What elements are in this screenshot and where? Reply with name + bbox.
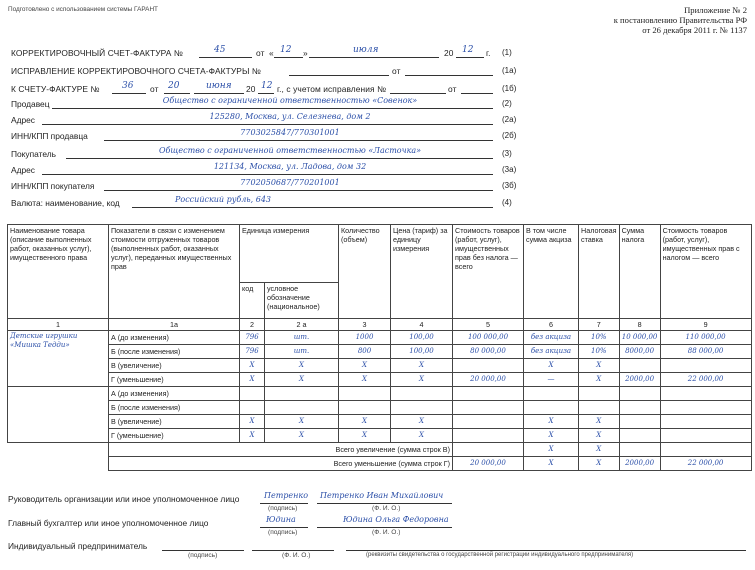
row-label: Г (уменьшение) <box>109 429 240 443</box>
party-value-5: 7702050687/770201001 <box>240 178 340 187</box>
party-label-6: Валюта: наименование, код <box>11 198 120 208</box>
row-cell: 10% <box>579 345 620 359</box>
row-cell <box>240 401 265 415</box>
row-cell <box>579 401 620 415</box>
party-code-1: (2а) <box>502 115 517 124</box>
row-label: В (увеличение) <box>109 359 240 373</box>
party-value-6: Российский рубль, 643 <box>175 195 272 204</box>
col-number-9: 8 <box>619 319 660 331</box>
row-cell: 2000,00 <box>619 373 660 387</box>
appendix-block <box>614 5 747 35</box>
party-value-0: Общество с ограниченной ответственностью «Совенок» <box>162 96 418 105</box>
row-cell <box>339 401 391 415</box>
row-cell: 100,00 <box>391 345 453 359</box>
corr-invoice-from: от <box>256 48 265 58</box>
col-number-1: 1а <box>109 319 240 331</box>
row-cell: 796 <box>240 345 265 359</box>
col-number-10: 9 <box>660 319 751 331</box>
row-cell: Х <box>265 359 339 373</box>
row-label: Г (уменьшение) <box>109 373 240 387</box>
row-cell: — <box>524 373 579 387</box>
party-code-5: (3б) <box>502 181 517 190</box>
to-invoice-number: 36 <box>122 81 134 91</box>
col-header-indicators: Показатели в связи с изменением стоимости отгруженных товаров (выполненных работ, оказанных услуг), переданных имущественных прав <box>109 225 240 319</box>
col-header-unit-code: код <box>240 283 265 319</box>
row-cell: Х <box>579 415 620 429</box>
row-cell: без акциза <box>524 331 579 345</box>
row-label: Б (после изменения) <box>109 401 240 415</box>
row-cell <box>265 401 339 415</box>
row-cell: Х <box>579 359 620 373</box>
accountant-label: Главный бухгалтер или иное уполномоченное лицо <box>8 518 209 528</box>
row-cell <box>619 401 660 415</box>
to-invoice-month: июня <box>206 81 232 91</box>
party-label-4: Адрес <box>11 165 35 175</box>
row-cell <box>453 387 524 401</box>
party-value-4: 121134, Москва, ул. Ладова, дом 32 <box>213 162 367 171</box>
to-invoice-label: К СЧЕТУ-ФАКТУРЕ № <box>11 84 100 94</box>
table-row <box>8 429 752 443</box>
entrepreneur-reg-caption: (реквизиты свидетельства о государственной регистрации индивидуального предпринимателя) <box>366 552 634 558</box>
table-row <box>8 359 752 373</box>
row-cell: 20 000,00 <box>453 373 524 387</box>
row-label: В (увеличение) <box>109 415 240 429</box>
col-header-price: Цена (тариф) за единицу измерения <box>391 225 453 319</box>
invoice-table <box>7 224 752 471</box>
party-value-1: 125280, Москва, ул. Селезнева, дом 2 <box>209 112 371 121</box>
row-cell: Х <box>265 415 339 429</box>
row-cell <box>453 415 524 429</box>
row-cell: Х <box>391 429 453 443</box>
row-cell <box>524 387 579 401</box>
row-cell: 10% <box>579 331 620 345</box>
col-number-4: 3 <box>339 319 391 331</box>
row-cell: 110 000,00 <box>660 331 751 345</box>
party-label-3: Покупатель <box>11 149 57 159</box>
row-cell <box>453 401 524 415</box>
row-cell: Х <box>391 415 453 429</box>
row-cell: Х <box>265 429 339 443</box>
col-header-name: Наименование товара (описание выполненных работ, оказанных услуг), имущественного права <box>8 225 109 319</box>
row-cell <box>660 401 751 415</box>
correction-label: ИСПРАВЛЕНИЕ КОРРЕКТИРОВОЧНОГО СЧЕТА-ФАКТУРЫ № <box>11 66 261 76</box>
party-code-2: (2б) <box>502 131 517 140</box>
party-value-2: 7703025847/770301001 <box>240 128 340 137</box>
row-cell: Х <box>339 415 391 429</box>
row-cell: Х <box>240 359 265 373</box>
total-increase-total <box>660 443 751 457</box>
row-cell <box>660 415 751 429</box>
row-cell: Х <box>240 415 265 429</box>
party-code-6: (4) <box>502 198 512 207</box>
row-cell <box>391 401 453 415</box>
col-number-0: 1 <box>8 319 109 331</box>
row-cell: Х <box>240 429 265 443</box>
row-cell: 100 000,00 <box>453 331 524 345</box>
row-cell <box>453 429 524 443</box>
party-label-2: ИНН/КПП продавца <box>11 131 88 141</box>
col-number-7: 6 <box>524 319 579 331</box>
total-increase-tax <box>619 443 660 457</box>
row-cell: без акциза <box>524 345 579 359</box>
row-cell: Х <box>579 429 620 443</box>
corr-invoice-label: КОРРЕКТИРОВОЧНЫЙ СЧЕТ-ФАКТУРА № <box>11 48 183 58</box>
row-cell: Х <box>391 359 453 373</box>
party-value-3: Общество с ограниченной ответственностью «Ласточка» <box>158 146 422 155</box>
source-note: Подготовлено с использованием системы ГАРАНТ <box>8 6 158 13</box>
total-decrease-total: 22 000,00 <box>660 457 751 471</box>
row-cell: 22 000,00 <box>660 373 751 387</box>
table-row <box>8 345 752 359</box>
row-cell: Х <box>391 373 453 387</box>
row-cell <box>660 429 751 443</box>
row-cell <box>660 387 751 401</box>
head-name: Петренко Иван Михайлович <box>320 491 444 500</box>
col-header-unit-name: условное обозначение (национальное) <box>265 283 339 319</box>
corr-invoice-year: 12 <box>462 45 474 55</box>
total-decrease-tax: 2000,00 <box>619 457 660 471</box>
row-cell <box>265 387 339 401</box>
row-cell <box>391 387 453 401</box>
row-cell <box>240 387 265 401</box>
row-cell <box>619 359 660 373</box>
row-cell <box>453 359 524 373</box>
row-cell: шт. <box>265 345 339 359</box>
table-row <box>8 331 752 345</box>
row-cell: Х <box>524 429 579 443</box>
corr-invoice-day: 12 <box>280 45 292 55</box>
row-cell: Х <box>265 373 339 387</box>
row-cell <box>524 401 579 415</box>
row-label: А (до изменения) <box>109 387 240 401</box>
row-cell: 8000,00 <box>619 345 660 359</box>
row-label: А (до изменения) <box>109 331 240 345</box>
item-name-cell: Детские игрушки «Мишка Тедди» <box>8 331 109 387</box>
row-label: Б (после изменения) <box>109 345 240 359</box>
party-label-5: ИНН/КПП покупателя <box>11 181 95 191</box>
row-cell: Х <box>339 359 391 373</box>
col-header-excise: В том числе сумма акциза <box>524 225 579 319</box>
row-cell <box>619 415 660 429</box>
row-cell: 80 000,00 <box>453 345 524 359</box>
corr-invoice-number: 45 <box>214 45 226 55</box>
row-cell: Х <box>579 373 620 387</box>
col-header-qty: Количество (объем) <box>339 225 391 319</box>
row-cell: 800 <box>339 345 391 359</box>
corr-invoice-month: июля <box>353 45 379 55</box>
appendix-line3: от 26 декабря 2011 г. № 1137 <box>642 25 747 35</box>
party-label-0: Продавец <box>11 99 50 109</box>
col-header-total: Стоимость товаров (работ, услуг), имущественных прав с налогом — всего <box>660 225 751 319</box>
total-decrease-cost: 20 000,00 <box>453 457 524 471</box>
col-header-unit: Единица измерения <box>240 225 339 283</box>
total-decrease-label: Всего уменьшение (сумма строк Г) <box>109 457 453 471</box>
table-row <box>8 387 752 401</box>
party-label-1: Адрес <box>11 115 35 125</box>
total-increase-rate: Х <box>579 443 620 457</box>
row-cell <box>579 387 620 401</box>
row-cell: Х <box>240 373 265 387</box>
row-cell <box>660 359 751 373</box>
row-cell: 100,00 <box>391 331 453 345</box>
to-invoice-year: 12 <box>261 81 273 91</box>
row-cell: шт. <box>265 331 339 345</box>
accountant-signature: Юдина <box>266 515 296 524</box>
head-label: Руководитель организации или иное уполномоченное лицо <box>8 494 240 504</box>
row-cell: 1000 <box>339 331 391 345</box>
total-increase-excise: Х <box>524 443 579 457</box>
table-row <box>8 415 752 429</box>
row-cell: Х <box>339 429 391 443</box>
row-cell: 10 000,00 <box>619 331 660 345</box>
party-code-4: (3а) <box>502 165 517 174</box>
party-code-0: (2) <box>502 99 512 108</box>
col-number-3: 2 а <box>265 319 339 331</box>
row-cell: 796 <box>240 331 265 345</box>
row-cell: Х <box>524 415 579 429</box>
accountant-name: Юдина Ольга Федоровна <box>343 515 449 524</box>
col-number-8: 7 <box>579 319 620 331</box>
appendix-line2: к постановлению Правительства РФ <box>613 15 747 25</box>
row-cell <box>619 429 660 443</box>
col-header-cost: Стоимость товаров (работ, услуг), имущественных прав без налога — всего <box>453 225 524 319</box>
col-header-tax: Сумма налога <box>619 225 660 319</box>
col-number-5: 4 <box>391 319 453 331</box>
table-row <box>8 401 752 415</box>
col-number-2: 2 <box>240 319 265 331</box>
col-number-6: 5 <box>453 319 524 331</box>
row-cell <box>619 387 660 401</box>
row-cell <box>339 387 391 401</box>
row-cell: Х <box>524 359 579 373</box>
total-decrease-excise: Х <box>524 457 579 471</box>
col-header-rate: Налоговая ставка <box>579 225 620 319</box>
row-cell: Х <box>339 373 391 387</box>
total-decrease-rate: Х <box>579 457 620 471</box>
total-increase-cost <box>453 443 524 457</box>
row-cell: 88 000,00 <box>660 345 751 359</box>
head-signature: Петренко <box>264 491 309 500</box>
entrepreneur-label: Индивидуальный предприниматель <box>8 541 148 551</box>
to-invoice-day: 20 <box>168 81 180 91</box>
item-name-cell <box>8 387 109 443</box>
party-code-3: (3) <box>502 149 512 158</box>
table-row <box>8 373 752 387</box>
total-increase-label: Всего увеличение (сумма строк В) <box>109 443 453 457</box>
appendix-line1: Приложение № 2 <box>684 5 747 15</box>
